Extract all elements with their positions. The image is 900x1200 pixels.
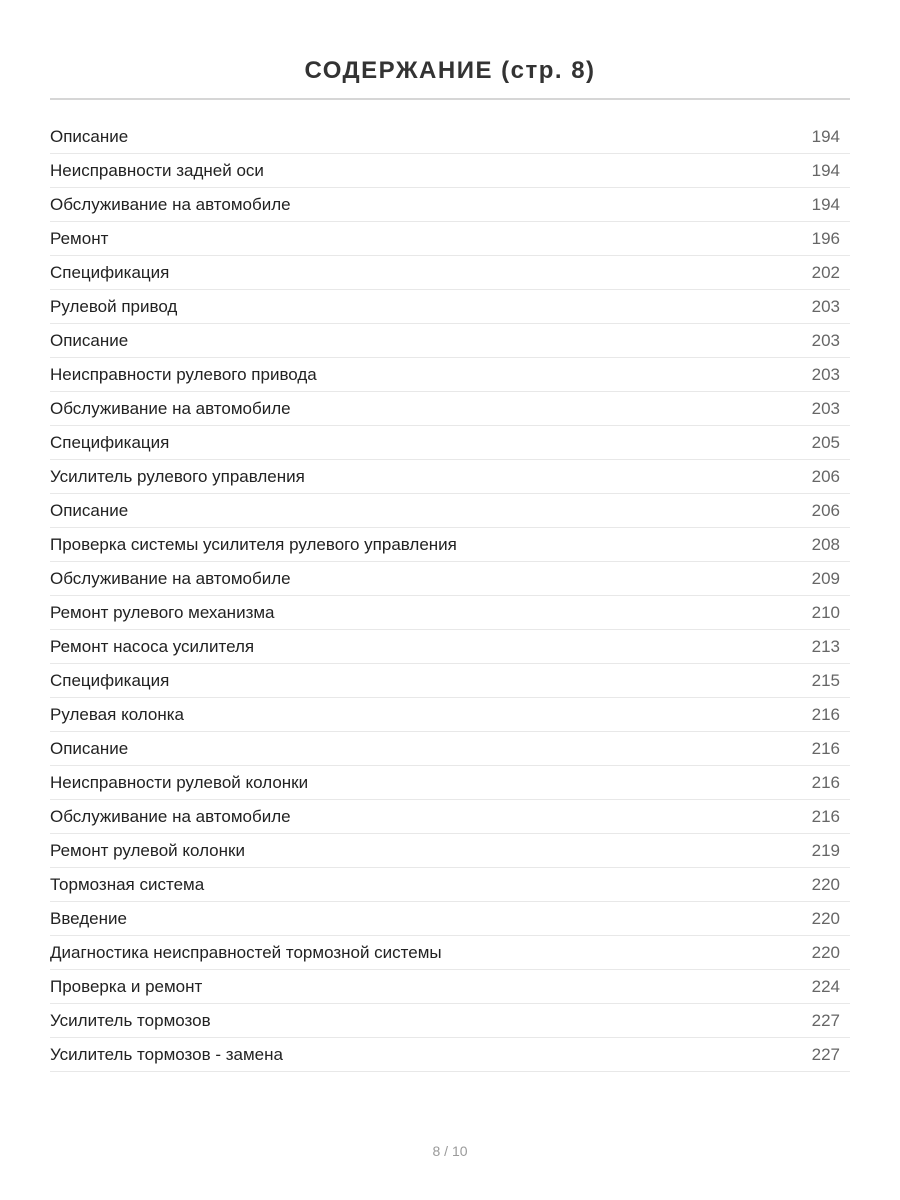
toc-entry-title: Ремонт рулевого механизма — [50, 602, 275, 622]
toc-entry[interactable] — [50, 528, 850, 562]
toc-entry-title: Неисправности рулевой колонки — [50, 772, 309, 792]
toc-entry[interactable] — [50, 1038, 850, 1072]
toc-entry[interactable] — [50, 800, 850, 834]
toc-entry[interactable] — [50, 562, 850, 596]
toc-entry-title: Усилитель тормозов — [50, 1010, 211, 1030]
toc-entry[interactable] — [50, 970, 850, 1004]
toc-entry[interactable] — [50, 426, 850, 460]
toc-entry[interactable] — [50, 596, 850, 630]
toc-entry-title: Тормозная система — [50, 874, 205, 894]
toc-entry-page-number: 219 — [811, 840, 840, 860]
toc-entry-page-number: 216 — [811, 772, 840, 792]
toc-entry-title: Спецификация — [50, 670, 170, 690]
toc-entry-title: Проверка системы усилителя рулевого управления — [50, 534, 457, 554]
toc-entry-page-number: 215 — [811, 670, 840, 690]
toc-entry-title: Обслуживание на автомобиле — [50, 398, 291, 418]
toc-entry-title: Обслуживание на автомобиле — [50, 806, 291, 826]
toc-entry[interactable] — [50, 732, 850, 766]
toc-entry-title: Описание — [50, 126, 129, 146]
toc-entry-title: Усилитель тормозов - замена — [50, 1044, 283, 1064]
toc-entry-page-number: 194 — [811, 160, 840, 180]
toc-entry-page-number: 210 — [811, 602, 840, 622]
toc-entry-page-number: 209 — [811, 568, 840, 588]
toc-entry[interactable] — [50, 698, 850, 732]
toc-entry-page-number: 194 — [811, 126, 840, 146]
toc-entry[interactable] — [50, 902, 850, 936]
toc-entry[interactable] — [50, 1004, 850, 1038]
toc-entry-title: Проверка и ремонт — [50, 976, 203, 996]
toc-entry-title: Спецификация — [50, 262, 170, 282]
toc-entry-title: Описание — [50, 330, 129, 350]
toc-entry-page-number: 208 — [811, 534, 840, 554]
toc-entry-page-number: 206 — [811, 500, 840, 520]
toc-entry-title: Неисправности рулевого привода — [50, 364, 317, 384]
toc-entry-title: Ремонт рулевой колонки — [50, 840, 245, 860]
table-of-contents — [50, 120, 850, 1072]
toc-entry[interactable] — [50, 936, 850, 970]
toc-entry-title: Усилитель рулевого управления — [50, 466, 305, 486]
toc-entry-page-number: 227 — [811, 1044, 840, 1064]
toc-entry-page-number: 203 — [811, 296, 840, 316]
page-title: СОДЕРЖАНИЕ (стр. 8) — [304, 57, 596, 85]
toc-entry[interactable] — [50, 358, 850, 392]
toc-entry-page-number: 205 — [811, 432, 840, 452]
toc-entry-page-number: 220 — [811, 942, 840, 962]
toc-entry[interactable] — [50, 834, 850, 868]
toc-entry-page-number: 216 — [811, 704, 840, 724]
toc-entry-page-number: 213 — [811, 636, 840, 656]
toc-entry-title: Введение — [50, 908, 127, 928]
toc-entry[interactable] — [50, 392, 850, 426]
toc-entry-page-number: 216 — [811, 738, 840, 758]
toc-entry-title: Спецификация — [50, 432, 170, 452]
toc-entry[interactable] — [50, 154, 850, 188]
toc-entry-page-number: 194 — [811, 194, 840, 214]
toc-entry-title: Неисправности задней оси — [50, 160, 264, 180]
toc-entry-page-number: 227 — [811, 1010, 840, 1030]
page-indicator: 8 / 10 — [432, 1143, 468, 1159]
title-divider — [50, 98, 850, 100]
toc-entry-title: Диагностика неисправностей тормозной системы — [50, 942, 442, 962]
toc-entry-title: Описание — [50, 738, 129, 758]
toc-entry-page-number: 203 — [811, 398, 840, 418]
toc-entry[interactable] — [50, 664, 850, 698]
toc-entry-page-number: 203 — [811, 330, 840, 350]
toc-entry-title: Ремонт — [50, 228, 109, 248]
toc-entry[interactable] — [50, 324, 850, 358]
toc-entry-title: Рулевой привод — [50, 296, 178, 316]
toc-entry-title: Описание — [50, 500, 129, 520]
toc-entry-title: Рулевая колонка — [50, 704, 184, 724]
toc-entry-title: Обслуживание на автомобиле — [50, 194, 291, 214]
toc-entry[interactable] — [50, 868, 850, 902]
toc-entry-page-number: 203 — [811, 364, 840, 384]
toc-entry[interactable] — [50, 494, 850, 528]
toc-entry[interactable] — [50, 222, 850, 256]
toc-entry[interactable] — [50, 766, 850, 800]
toc-entry[interactable] — [50, 460, 850, 494]
toc-entry-page-number: 224 — [811, 976, 840, 996]
toc-entry-page-number: 216 — [811, 806, 840, 826]
toc-entry-title: Ремонт насоса усилителя — [50, 636, 255, 656]
toc-entry[interactable] — [50, 630, 850, 664]
toc-entry-page-number: 220 — [811, 874, 840, 894]
toc-entry[interactable] — [50, 120, 850, 154]
toc-entry-page-number: 206 — [811, 466, 840, 486]
toc-entry-page-number: 196 — [811, 228, 840, 248]
toc-entry[interactable] — [50, 290, 850, 324]
toc-entry[interactable] — [50, 188, 850, 222]
toc-entry-page-number: 220 — [811, 908, 840, 928]
toc-entry[interactable] — [50, 256, 850, 290]
toc-entry-title: Обслуживание на автомобиле — [50, 568, 291, 588]
toc-entry-page-number: 202 — [811, 262, 840, 282]
